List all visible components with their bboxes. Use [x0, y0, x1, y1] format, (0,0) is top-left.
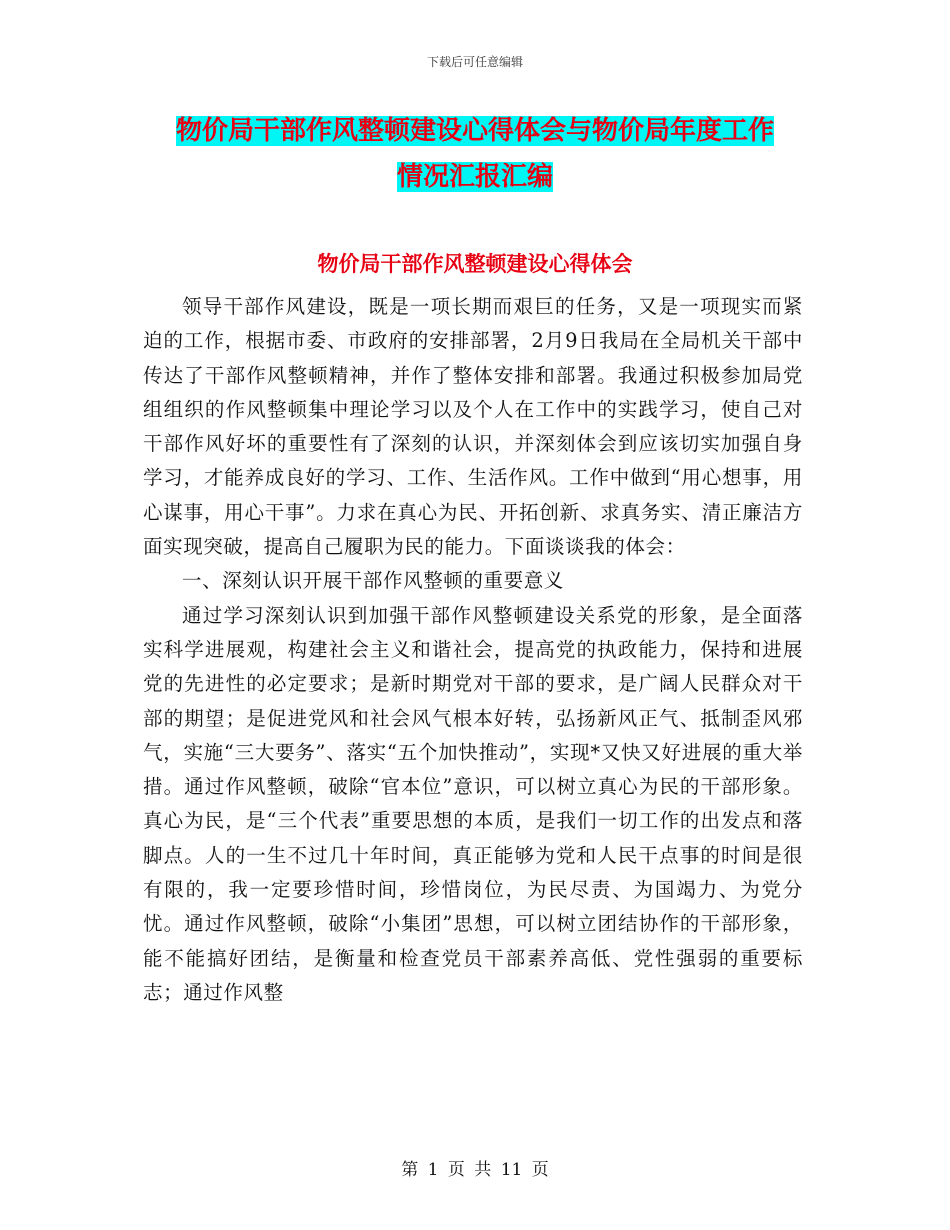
paragraph-heading-1: 一、深刻认识开展干部作风整顿的重要意义	[182, 569, 564, 593]
section-title: 物价局干部作风整顿建设心得体会	[317, 252, 633, 276]
document-title-line-1: 物价局干部作风整顿建设心得体会与物价局年度工作	[175, 116, 774, 146]
header-note: 下载后可任意编辑	[426, 55, 523, 69]
document-title	[0, 108, 950, 200]
paragraph-significance: 通过学习深刻认识到加强干部作风整顿建设关系党的形象，是全面落实科学进展观，构建社会主义和谐社会，提高党的执政能力，保持和进展党的先进性的必定要求；是新时期党对干部的要求，是广阔人民群众对干部的期望；是促进党风和社会风气根本好转，弘扬新风正气、抵制歪风邪气，实施“三大要务”、落实“五个加快推动”，实现*又快又好进展的重大举措。通过作风整顿，破除“官本位”意识，可以树立真心为民的干部形象。真心为民，是“三个代表”重要思想的本质，是我们一切工作的出发点和落脚点。人的一生不过几十年时间，真正能够为党和人民干点事的时间是很有限的，我一定要珍惜时间，珍惜岗位，为民尽责、为国竭力、为党分忧。通过作风整顿，破除“小集团”思想，可以树立团结协作的干部形象，能不能搞好团结，是衡量和检查党员干部素养高低、党性强弱的重要标志；通过作风整	[143, 603, 803, 1004]
page-footer: 第 1 页 共 11 页	[401, 1160, 549, 1180]
document-title-line-2: 情况汇报汇编	[396, 162, 553, 192]
document-body	[143, 290, 803, 1010]
paragraph-intro: 领导干部作风建设，既是一项长期而艰巨的任务，又是一项现实而紧迫的工作，根据市委、市政府的安排部署，2月9日我局在全局机关干部中传达了干部作风整顿精神，并作了整体安排和部署。我通过积极参加局党组组织的作风整顿集中理论学习以及个人在工作中的实践学习，使自己对干部作风好坏的重要性有了深刻的认识，并深刻体会到应该切实加强自身学习，才能养成良好的学习、工作、生活作风。工作中做到“用心想事，用心谋事，用心干事”。力求在真心为民、开拓创新、求真务实、清正廉洁方面实现突破，提高自己履职为民的能力。下面谈谈我的体会：	[143, 295, 803, 559]
